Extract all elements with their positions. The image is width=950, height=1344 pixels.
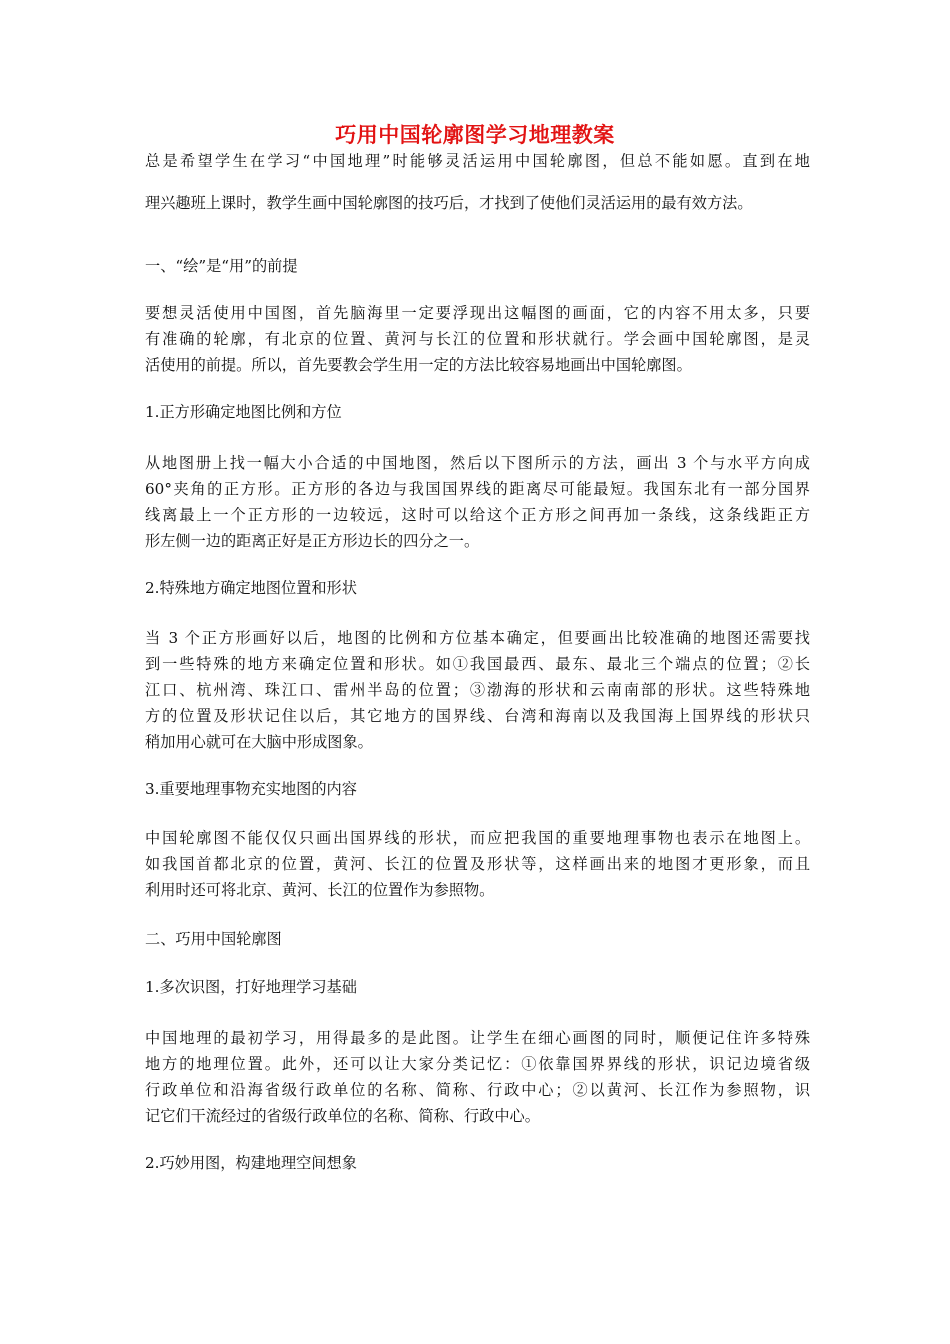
document-title: 巧用中国轮廓图学习地理教案 (335, 123, 615, 147)
sub-5-heading: 2.巧妙用图，构建地理空间想象 (145, 1154, 357, 1172)
sub-2-para-line-3: 江口、杭州湾、珠江口、雷州半岛的位置；③渤海的形状和云南南部的形状。这些特殊地 (145, 681, 810, 699)
section-1-para-line-2: 有准确的轮廓，有北京的位置、黄河与长江的位置和形状就行。学会画中国轮廓图，是灵 (145, 330, 810, 348)
sub-3-para-line-1: 中国轮廓图不能仅仅只画出国界线的形状，而应把我国的重要地理事物也表示在地图上。 (145, 829, 810, 847)
section-1-heading: 一、“绘”是“用”的前提 (145, 257, 298, 275)
section-2-heading: 二、巧用中国轮廓图 (145, 930, 282, 948)
sub-4-para-line-3: 行政单位和沿海省级行政单位的名称、简称、行政中心；②以黄河、长江作为参照物，识 (145, 1081, 810, 1099)
sub-4-para-line-4: 记它们干流经过的省级行政单位的名称、简称、行政中心。 (145, 1107, 540, 1125)
sub-1-para-line-1: 从地图册上找一幅大小合适的中国地图，然后以下图所示的方法，画出 3 个与水平方向成 (145, 454, 810, 472)
sub-1-heading: 1.正方形确定地图比例和方位 (145, 403, 342, 421)
sub-4-heading: 1.多次识图，打好地理学习基础 (145, 978, 357, 996)
section-1-para-line-3: 活使用的前提。所以，首先要教会学生用一定的方法比较容易地画出中国轮廓图。 (145, 356, 692, 374)
sub-1-para-line-4: 形左侧一边的距离正好是正方形边长的四分之一。 (145, 532, 480, 550)
sub-2-para-line-1: 当 3 个正方形画好以后，地图的比例和方位基本确定，但要画出比较准确的地图还需要找 (145, 629, 810, 647)
sub-1-para-line-2: 60°夹角的正方形。正方形的各边与我国国界线的距离尽可能最短。我国东北有一部分国界 (145, 480, 810, 498)
sub-1-para-line-3: 线离最上一个正方形的一边较远，这时可以给这个正方形之间再加一条线，这条线距正方 (145, 506, 810, 524)
sub-2-para-line-4: 方的位置及形状记住以后，其它地方的国界线、台湾和海南以及我国海上国界线的形状只 (145, 707, 810, 725)
sub-3-para-line-2: 如我国首都北京的位置，黄河、长江的位置及形状等，这样画出来的地图才更形象，而且 (145, 855, 810, 873)
section-1-para-line-1: 要想灵活使用中国图，首先脑海里一定要浮现出这幅图的画面，它的内容不用太多，只要 (145, 304, 810, 322)
sub-2-para-line-5: 稍加用心就可在大脑中形成图象。 (145, 733, 373, 751)
sub-2-para-line-2: 到一些特殊的地方来确定位置和形状。如①我国最西、最东、最北三个端点的位置；②长 (145, 655, 810, 673)
sub-3-heading: 3.重要地理事物充实地图的内容 (145, 780, 357, 798)
intro-line-1: 总是希望学生在学习“中国地理”时能够灵活运用中国轮廓图，但总不能如愿。直到在地 (145, 152, 810, 170)
sub-4-para-line-1: 中国地理的最初学习，用得最多的是此图。让学生在细心画图的同时，顺便记住许多特殊 (145, 1029, 810, 1047)
intro-line-2: 理兴趣班上课时，教学生画中国轮廓图的技巧后，才找到了使他们灵活运用的最有效方法。 (145, 194, 753, 212)
sub-3-para-line-3: 利用时还可将北京、黄河、长江的位置作为参照物。 (145, 881, 495, 899)
sub-2-heading: 2.特殊地方确定地图位置和形状 (145, 579, 357, 597)
sub-4-para-line-2: 地方的地理位置。此外，还可以让大家分类记忆：①依靠国界界线的形状，识记边境省级 (145, 1055, 810, 1073)
